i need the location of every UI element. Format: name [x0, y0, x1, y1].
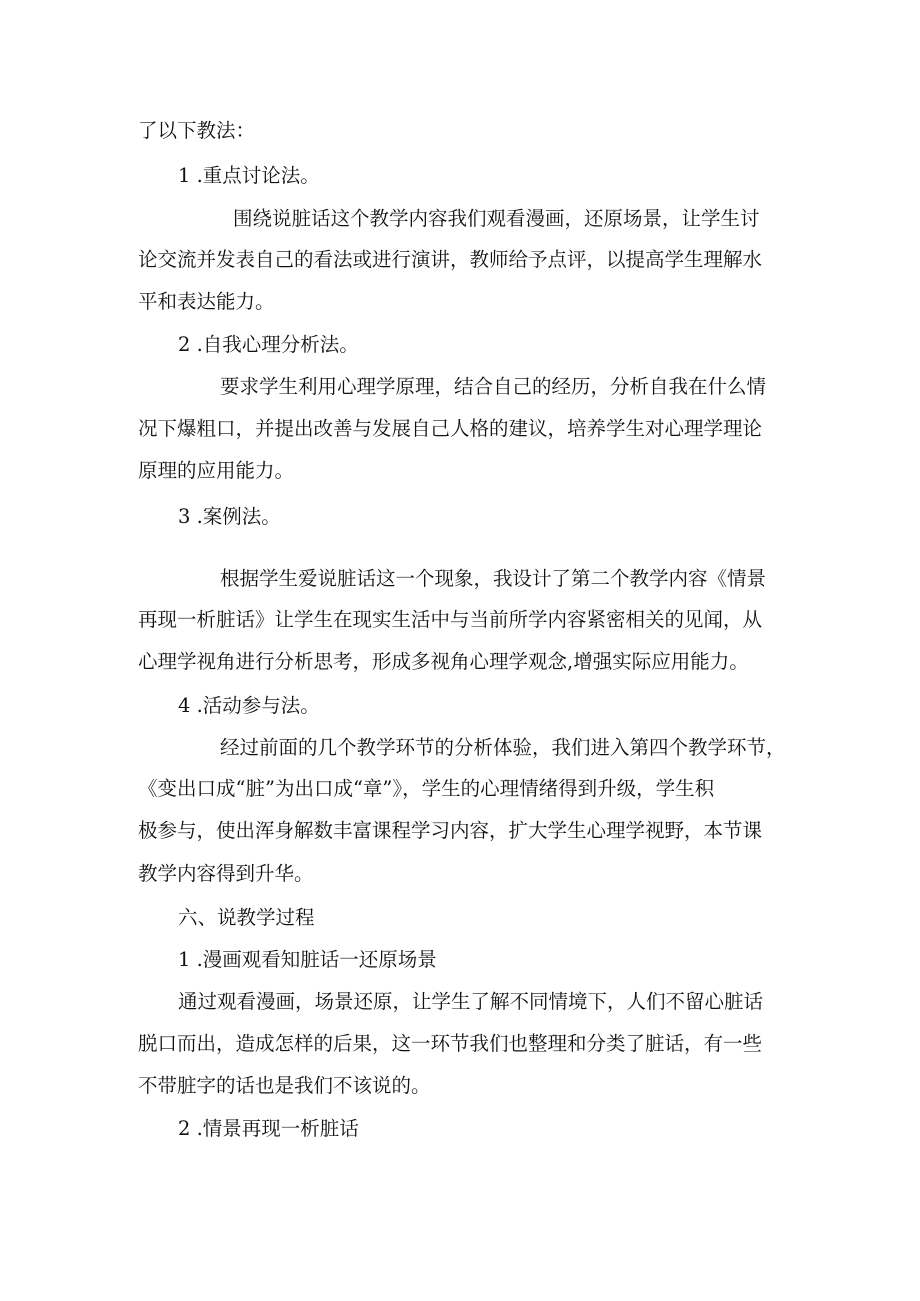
section-heading: 六、说教学过程 [178, 906, 315, 929]
text-line: 况下爆粗口，并提出改善与发展自己人格的建议，培养学生对心理学理论 [138, 417, 763, 440]
text-line: 不带脏字的话也是我们不该说的。 [138, 1074, 431, 1097]
text-line: 极参与，使出浑身解数丰富课程学习内容，扩大学生心理学视野，本节课 [138, 819, 763, 842]
text-line: 《变出口成“脏”为出口成“章”》，学生的心理情绪得到升级，学生积 [138, 777, 715, 800]
section-heading: 3 .案例法。 [178, 505, 281, 528]
text-line: 根据学生爱说脏话这一个现象，我设计了第二个教学内容《情景 [220, 567, 767, 590]
section-heading: 2 .自我心理分析法。 [178, 333, 359, 356]
section-heading: 2 .情景再现一析脏话 [178, 1117, 359, 1140]
text-line: 再现一析脏话》让学生在现实生活中与当前所学内容紧密相关的见闻，从 [138, 608, 763, 631]
text-line: 论交流并发表自己的看法或进行演讲，教师给予点评，以提高学生理解水 [138, 248, 763, 271]
text-line: 经过前面的几个教学环节的分析体验，我们进入第四个教学环节， [220, 736, 786, 759]
text-line: 原理的应用能力。 [138, 459, 295, 482]
section-heading: 4 .活动参与法。 [178, 694, 320, 717]
section-heading: 1 .漫画观看知脏话一还原场景 [178, 948, 437, 971]
text-line: 围绕说脏话这个教学内容我们观看漫画，还原场景，让学生讨 [233, 207, 760, 230]
text-line: 教学内容得到升华。 [138, 862, 314, 885]
section-heading: 1 .重点讨论法。 [178, 164, 320, 187]
text-line: 平和表达能力。 [138, 290, 275, 313]
text-line: 要求学生利用心理学原理，结合自己的经历，分析自我在什么情 [220, 375, 767, 398]
text-line: 脱口而出，造成怎样的后果，这一环节我们也整理和分类了脏话，有一些 [138, 1032, 763, 1055]
text-line: 通过观看漫画，场景还原，让学生了解不同情境下，人们不留心脏话 [178, 990, 764, 1013]
text-line: 心理学视角进行分析思考，形成多视角心理学观念,增强实际应用能力。 [138, 650, 749, 673]
text-line: 了以下教法： [138, 119, 256, 142]
